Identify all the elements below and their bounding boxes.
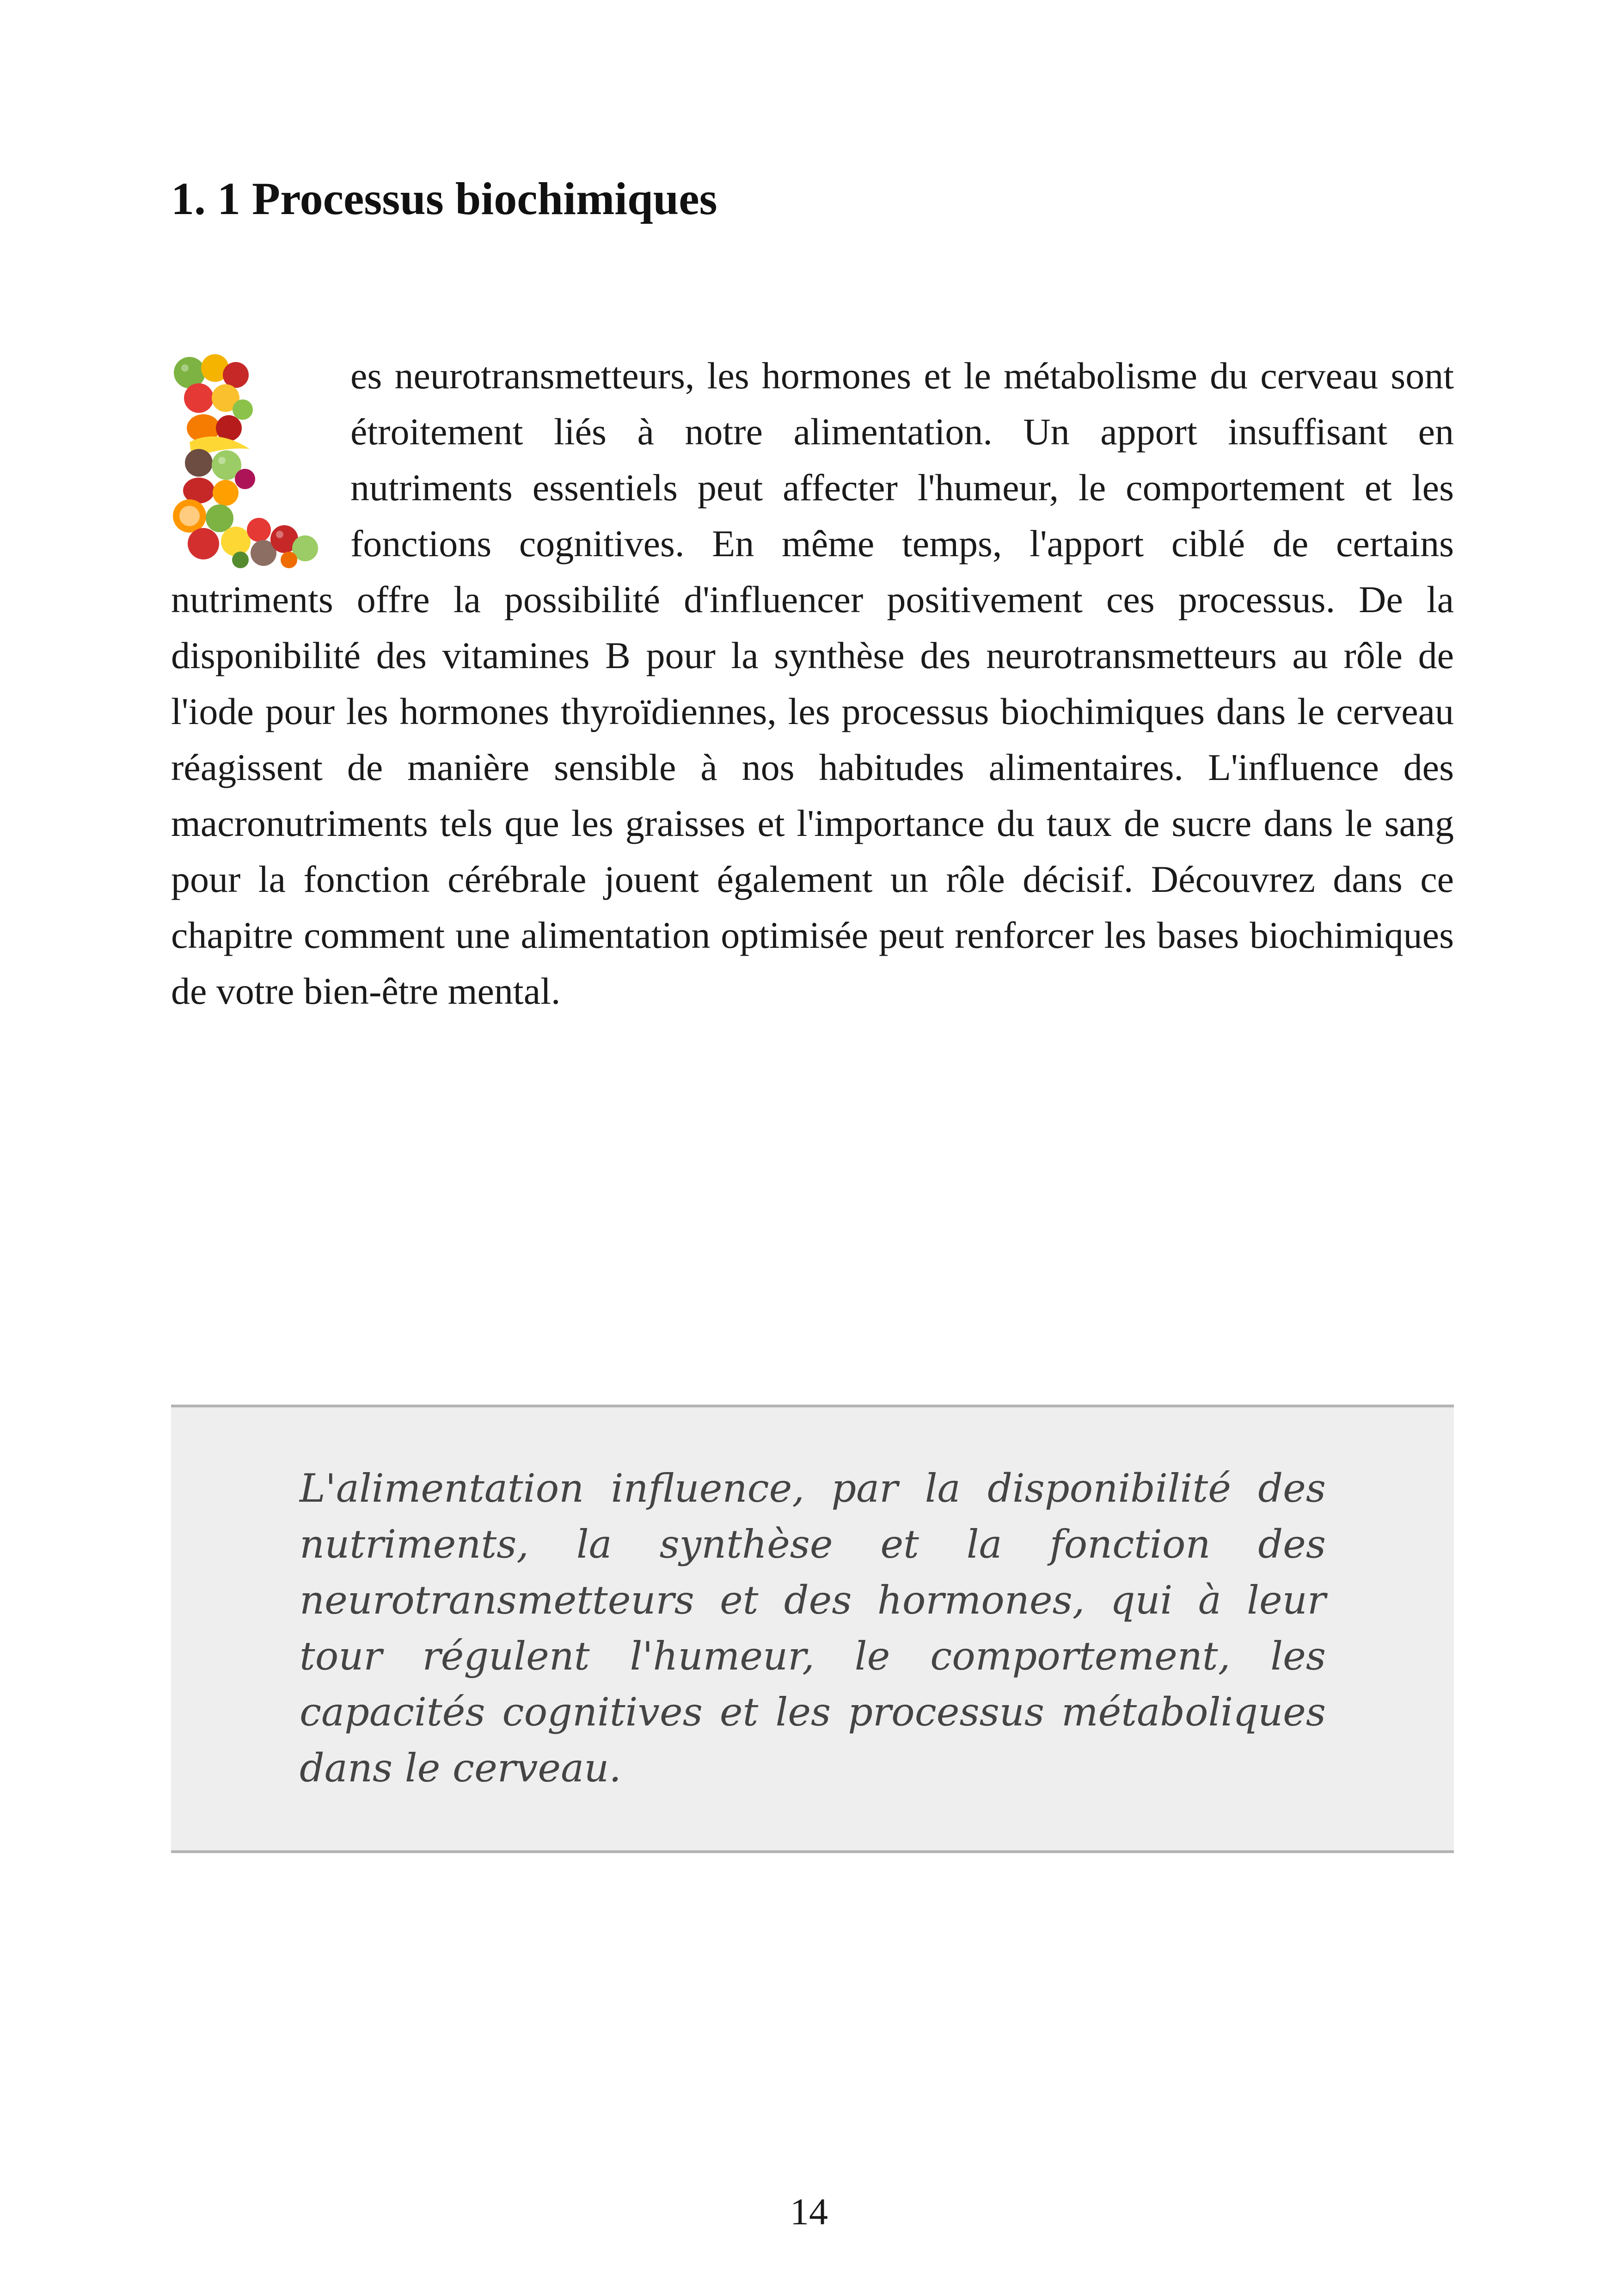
- callout-quote: L'alimentation influence, par la disponibilité des nutriments, la synthèse et la fonction des neurotransmetteurs et des hormones, qui à leur tour régulent l'humeur, le comportement, les capacités cognitives et les processus métaboliques dans le cerveau.: [300, 1466, 1326, 1791]
- section-heading: 1. 1 Processus biochimiques: [171, 173, 717, 224]
- drop-cap-fruit-illustration: [171, 354, 318, 569]
- body-section: [171, 348, 1454, 1019]
- fruit-letter-L-icon: [171, 354, 318, 569]
- callout-box: [171, 1405, 1454, 1853]
- page-number: 14: [790, 2191, 828, 2233]
- body-paragraph: es neurotransmetteurs, les hormones et le métabolisme du cerveau sont étroitement liés à notre alimentation. Un apport insuffisant en nutriments essentiels peut affecter l'humeur, le comportement et les fonctions cognitives. En même temps, l'apport ciblé de certains nutriments offre la possibilité d'influencer positivement ces processus. De la disponibilité des vitamines B pour la synthèse des neurotransmetteurs au rôle de l'iode pour les hormones thyroïdiennes, les processus biochimiques dans le cerveau réagissent de manière sensible à nos habitudes alimentaires. L'influence des macronutriments tels que les graisses et l'importance du taux de sucre dans le sang pour la fonction cérébrale jouent également un rôle décisif. Découvrez dans ce chapitre comment une alimentation optimisée peut renforcer les bases biochimiques de votre bien-être mental.: [171, 355, 1454, 1012]
